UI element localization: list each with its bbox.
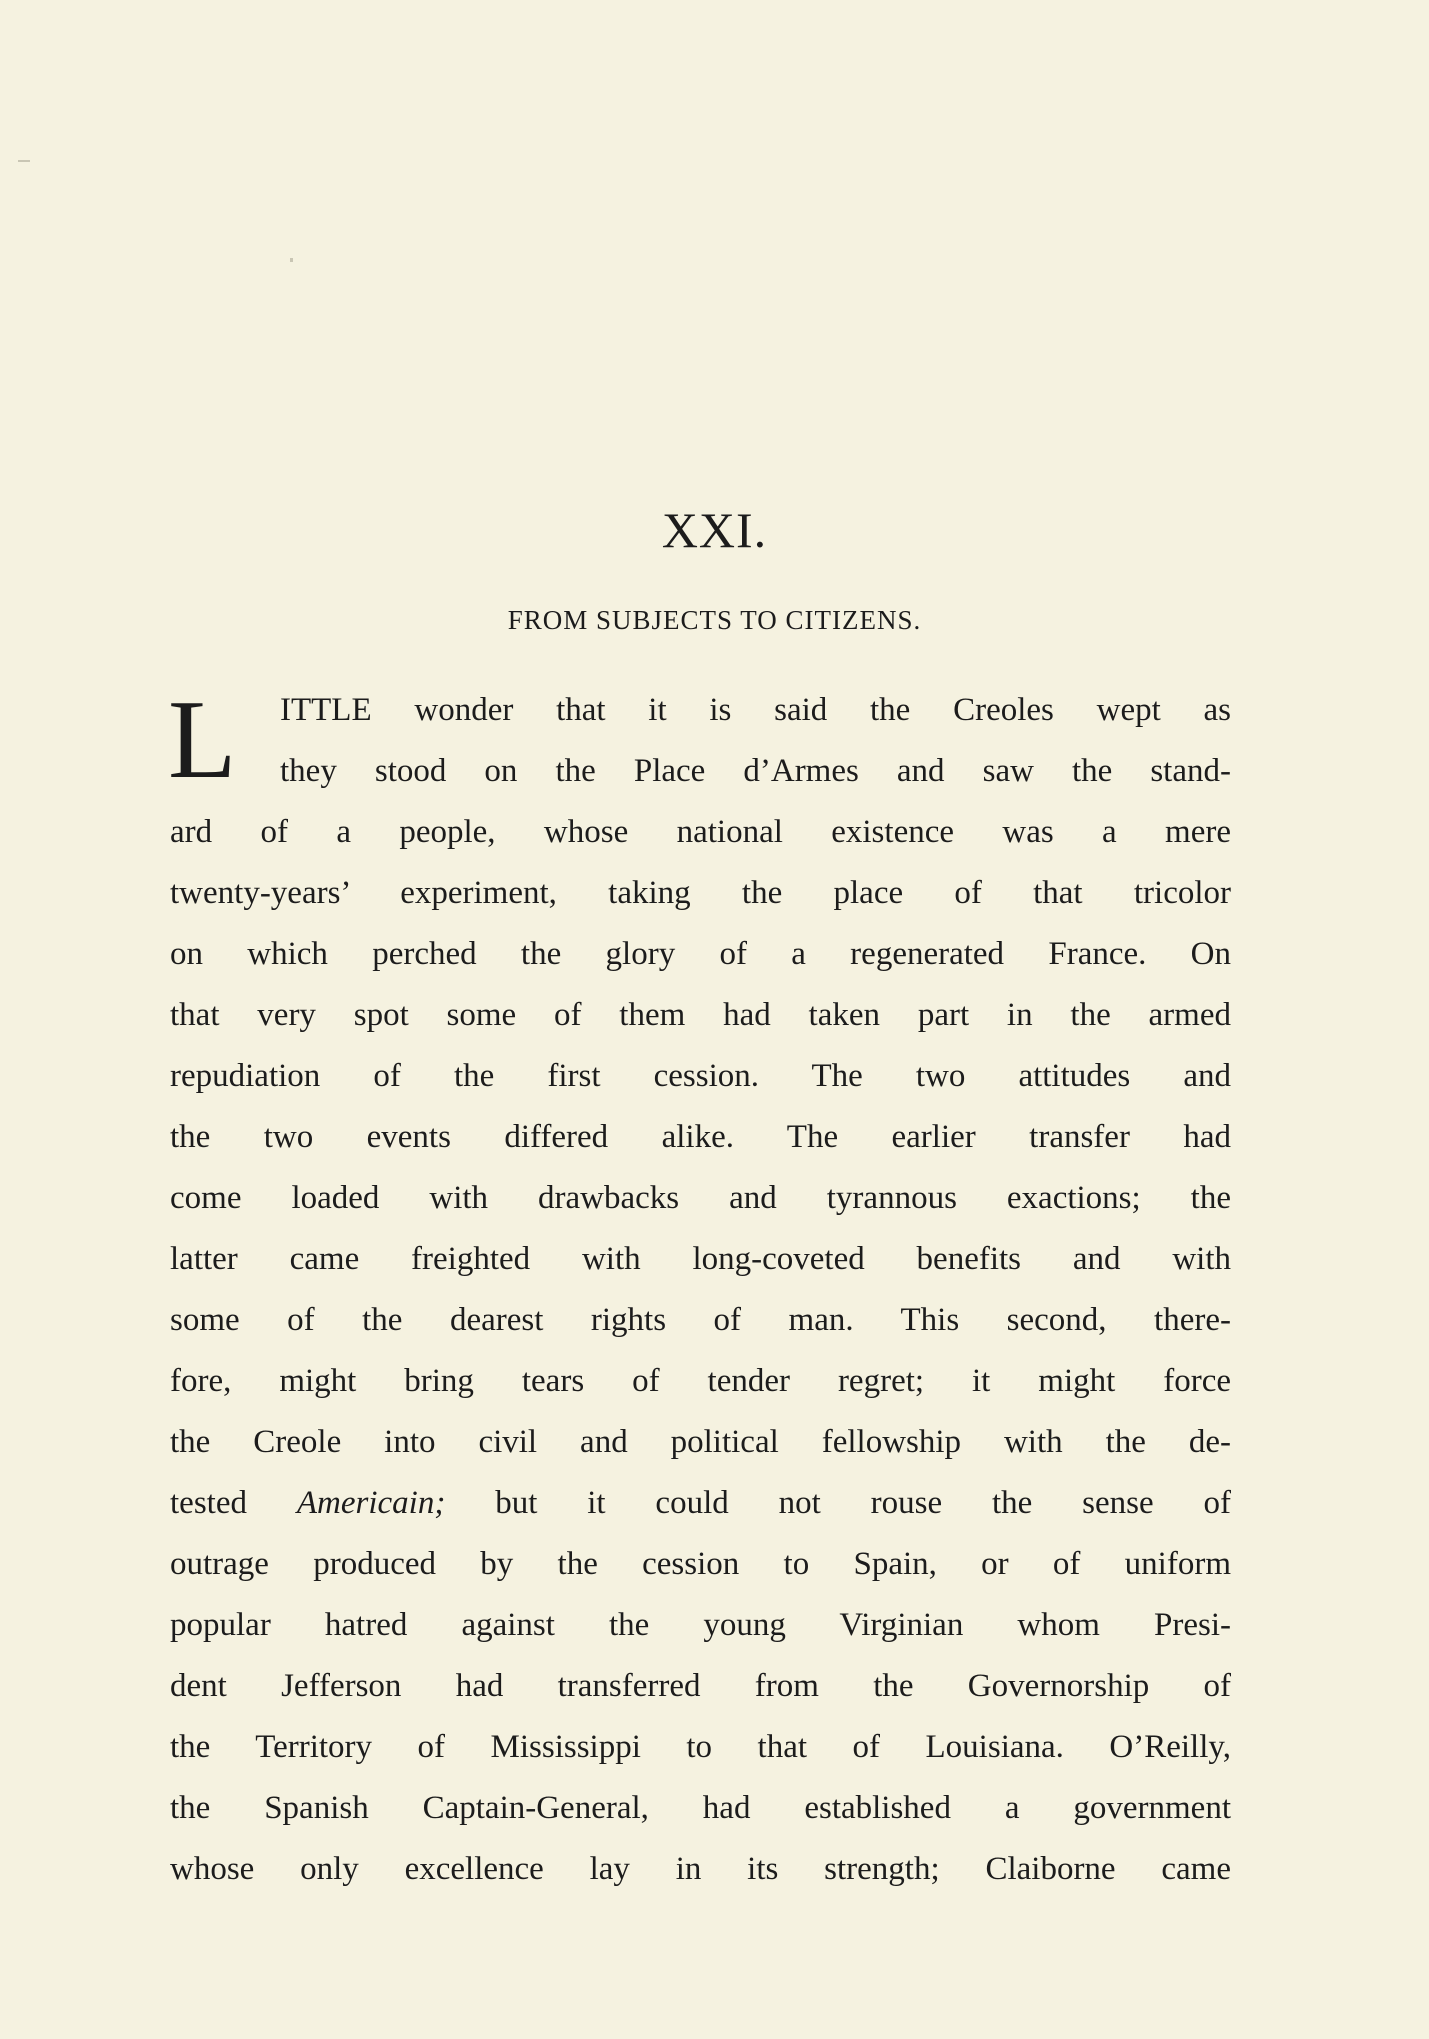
text-line-17: dent Jefferson had transferred from the Governorship of bbox=[170, 1668, 1231, 1704]
chapter-number: XXI. bbox=[661, 502, 768, 558]
text-line-12: fore, might bring tears of tender regret; it might force bbox=[170, 1363, 1231, 1399]
text-line-1: ITTLE wonder that it is said the Creoles wept as bbox=[280, 692, 1231, 728]
text-line-15: outrage produced by the cession to Spain, or of uniform bbox=[170, 1546, 1231, 1582]
line-14-start: tested bbox=[170, 1485, 247, 1521]
text-line-7: repudiation of the first cession. The two attitudes and bbox=[170, 1058, 1231, 1094]
text-line-4: twenty-years’ experiment, taking the place of that tricolor bbox=[170, 875, 1231, 911]
text-line-19: the Spanish Captain-General, had established a government bbox=[170, 1790, 1231, 1826]
text-line-10: latter came freighted with long-coveted benefits and with bbox=[170, 1241, 1231, 1277]
text-line-20: whose only excellence lay in its strength; Claiborne came bbox=[170, 1851, 1231, 1887]
text-line-11: some of the dearest rights of man. This second, there- bbox=[170, 1302, 1231, 1338]
page-speck bbox=[290, 258, 293, 262]
drop-cap: L bbox=[168, 678, 237, 802]
text-line-13: the Creole into civil and political fellowship with the de- bbox=[170, 1424, 1231, 1460]
text-line-3: ard of a people, whose national existence was a mere bbox=[170, 814, 1231, 850]
text-line-2: they stood on the Place d’Armes and saw the stand- bbox=[280, 753, 1231, 789]
text-line-18: the Territory of Mississippi to that of Louisiana. O’Reilly, bbox=[170, 1729, 1231, 1765]
text-line-6: that very spot some of them had taken part in the armed bbox=[170, 997, 1231, 1033]
line-14-end: but it could not rouse the sense of bbox=[495, 1485, 1231, 1521]
text-line-5: on which perched the glory of a regenerated France. On bbox=[170, 936, 1231, 972]
text-line-8: the two events differed alike. The earlier transfer had bbox=[170, 1119, 1231, 1155]
page-speck bbox=[18, 160, 30, 162]
italic-word-americain: Americain; bbox=[296, 1485, 446, 1521]
text-line-9: come loaded with drawbacks and tyrannous exactions; the bbox=[170, 1180, 1231, 1216]
text-line-16: popular hatred against the young Virginian whom Presi- bbox=[170, 1607, 1231, 1643]
chapter-title: FROM SUBJECTS TO CITIZENS. bbox=[507, 605, 922, 635]
text-line-14 bbox=[170, 1473, 1231, 1534]
